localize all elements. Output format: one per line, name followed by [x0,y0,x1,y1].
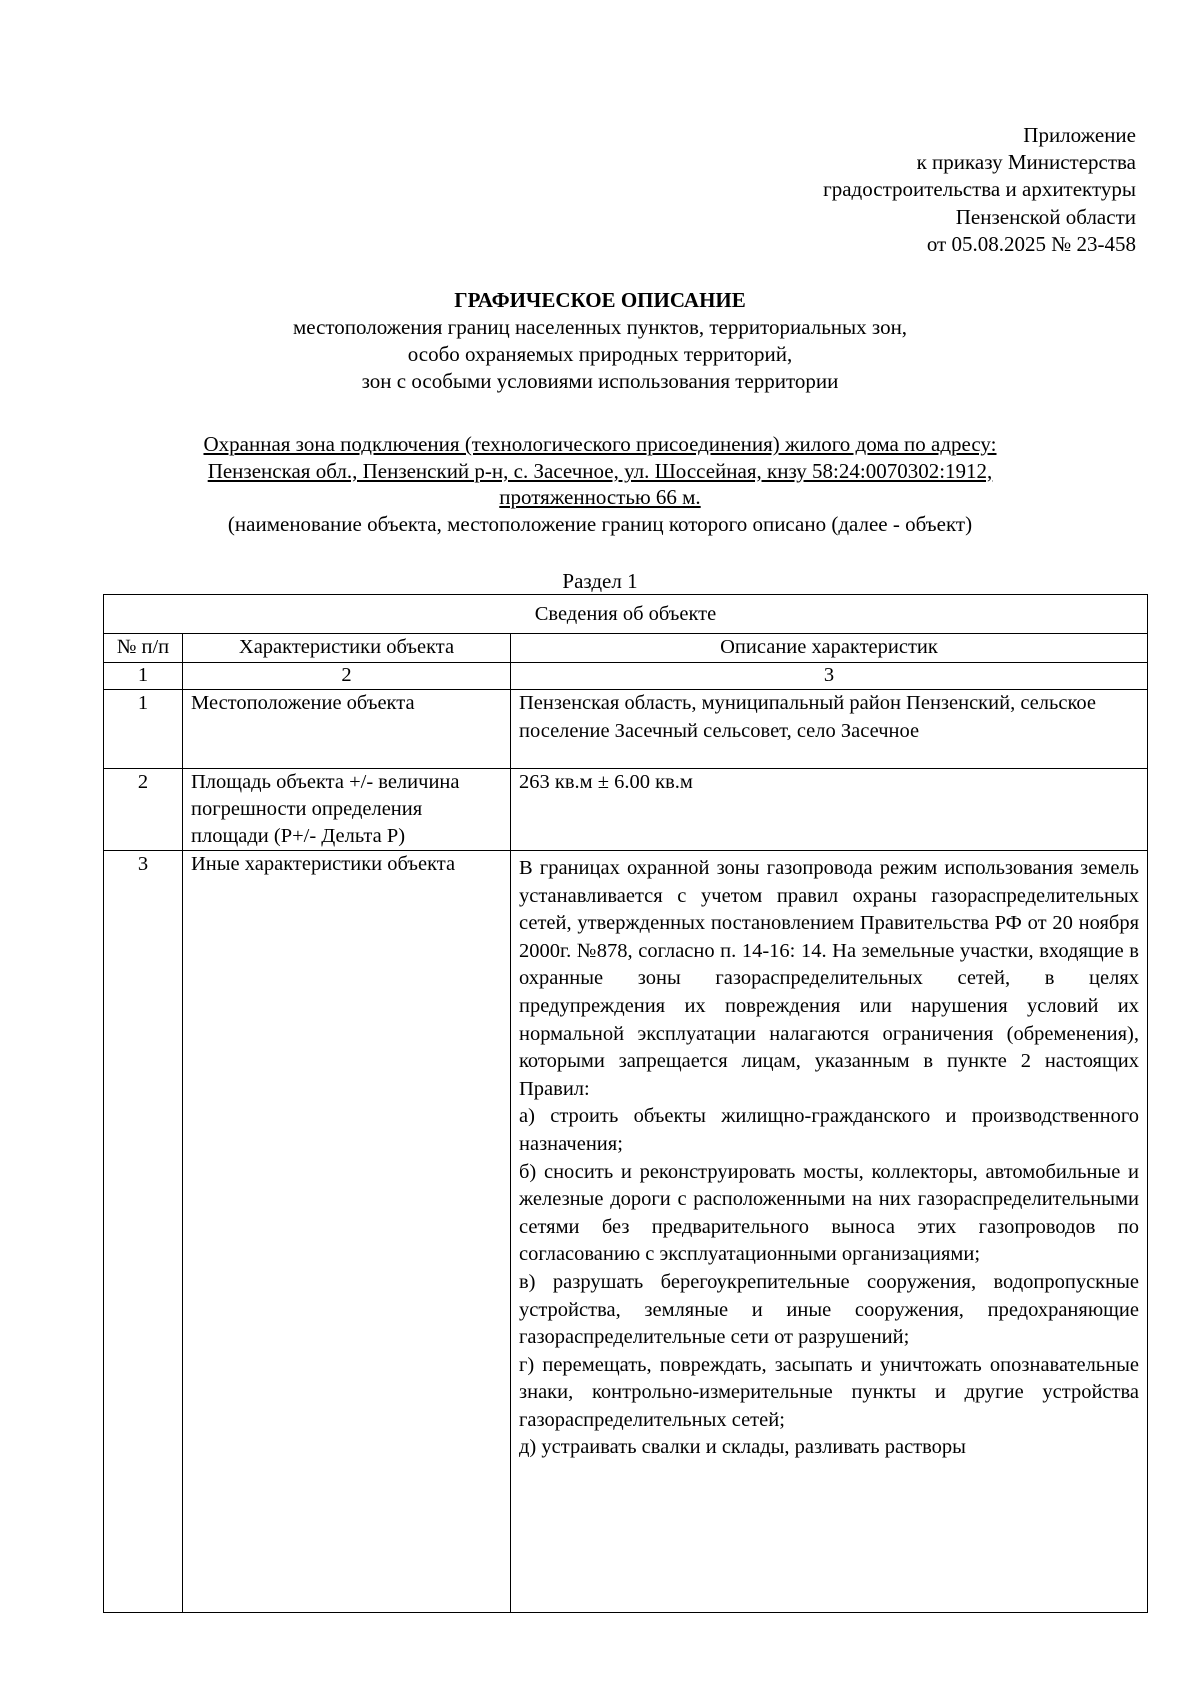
object-name-note: (наименование объекта, местоположение границ которого описано (далее - объект) [227,511,973,536]
appendix-line: Пензенской области [955,204,1136,229]
column-header: Характеристики объекта [183,634,511,663]
table-header-row [104,634,1148,663]
row-number: 3 [104,851,183,1613]
description-paragraph: В границах охранной зоны газопровода режим использования земель устанавливается с учетом правил охраны газораспределительных сетей, утвержденных постановлением Правительства РФ от 20 ноября 2000г. №878, согласно п. 14-16: 14. На земельные участки, входящие в охранные зоны газораспределительных сетей, в целях предупреждения их повреждения или нарушения условий их нормальной эксплуатации налагаются ограничения (обременения), которыми запрещается лицам, указанным в пункте 2 настоящих Правил: [519,857,1139,1100]
appendix-order-date: от 05.08.2025 № 23-458 [926,231,1136,256]
appendix-block [536,122,1136,258]
table-row [104,690,1148,769]
object-info-table [103,594,1148,1613]
column-number: 1 [104,663,183,690]
document-subtitle-line: особо охраняемых природных территорий, [407,342,793,366]
object-name-line: Охранная зона подключения (технологического присоединения) жилого дома по адресу: [203,432,997,456]
section-label: Раздел 1 [562,569,638,593]
description-paragraph: д) устраивать свалки и склады, разливать растворы [519,1436,966,1459]
row-characteristic: Местоположение объекта [183,690,511,769]
description-paragraph: 263 кв.м ± 6.00 кв.м [519,771,693,793]
column-header: № п/п [104,634,183,663]
object-name-block [100,431,1100,537]
table-caption-row [104,595,1148,634]
row-number: 1 [104,690,183,769]
description-paragraph: в) разрушать берегоукрепительные сооружения, водопропускные устройства, земляные и иные сооружения, предохраняющие газораспределительные сети от разрушений; [519,1270,1139,1349]
document-subtitle-line: местоположения границ населенных пунктов, территориальных зон, [292,315,908,339]
description-paragraph: б) сносить и реконструировать мосты, коллекторы, автомобильные и железные дороги с расположенными на них газораспределительными сетями без предварительного выноса этих газопроводов по согласованию с эксплуатационными организациями; [519,1160,1139,1266]
description-paragraph: г) перемещать, повреждать, засыпать и уничтожать опознавательные знаки, контрольно-измерительные пункты и другие устройства газораспределительных сетей; [519,1353,1139,1431]
row-number: 2 [104,769,183,851]
row-description [511,690,1148,769]
description-paragraph: а) строить объекты жилищно-гражданского и производственного назначения; [519,1105,1139,1155]
document-subtitle-line: зон с особыми условиями использования территории [361,369,839,393]
row-description [511,769,1148,851]
document-title: ГРАФИЧЕСКОЕ ОПИСАНИЕ [454,288,746,312]
appendix-line: Приложение [1023,123,1136,147]
row-characteristic: Площадь объекта +/- величина погрешности определения площади (P+/- Дельта P) [183,769,511,851]
column-number: 2 [183,663,511,690]
object-name-line: Пензенская обл., Пензенский р-н, с. Засечное, ул. Шоссейная, кнзу 58:24:0070302:1912, [207,458,993,483]
row-description [511,851,1148,1613]
column-number: 3 [511,663,1148,690]
object-name-line: протяженностью 66 м. [499,485,701,509]
document-heading [100,287,1100,395]
table-column-numbers-row [104,663,1148,690]
table-row [104,769,1148,851]
table-caption: Сведения об объекте [104,595,1148,634]
description-paragraph: Пензенская область, муниципальный район Пензенский, сельское поселение Засечный сельсовет, село Засечное [519,692,1096,742]
column-header: Описание характеристик [511,634,1148,663]
row-characteristic: Иные характеристики объекта [183,851,511,1613]
appendix-line: градостроительства и архитектуры [823,177,1136,202]
appendix-line: к приказу Министерства [916,150,1136,175]
table-row [104,851,1148,1613]
